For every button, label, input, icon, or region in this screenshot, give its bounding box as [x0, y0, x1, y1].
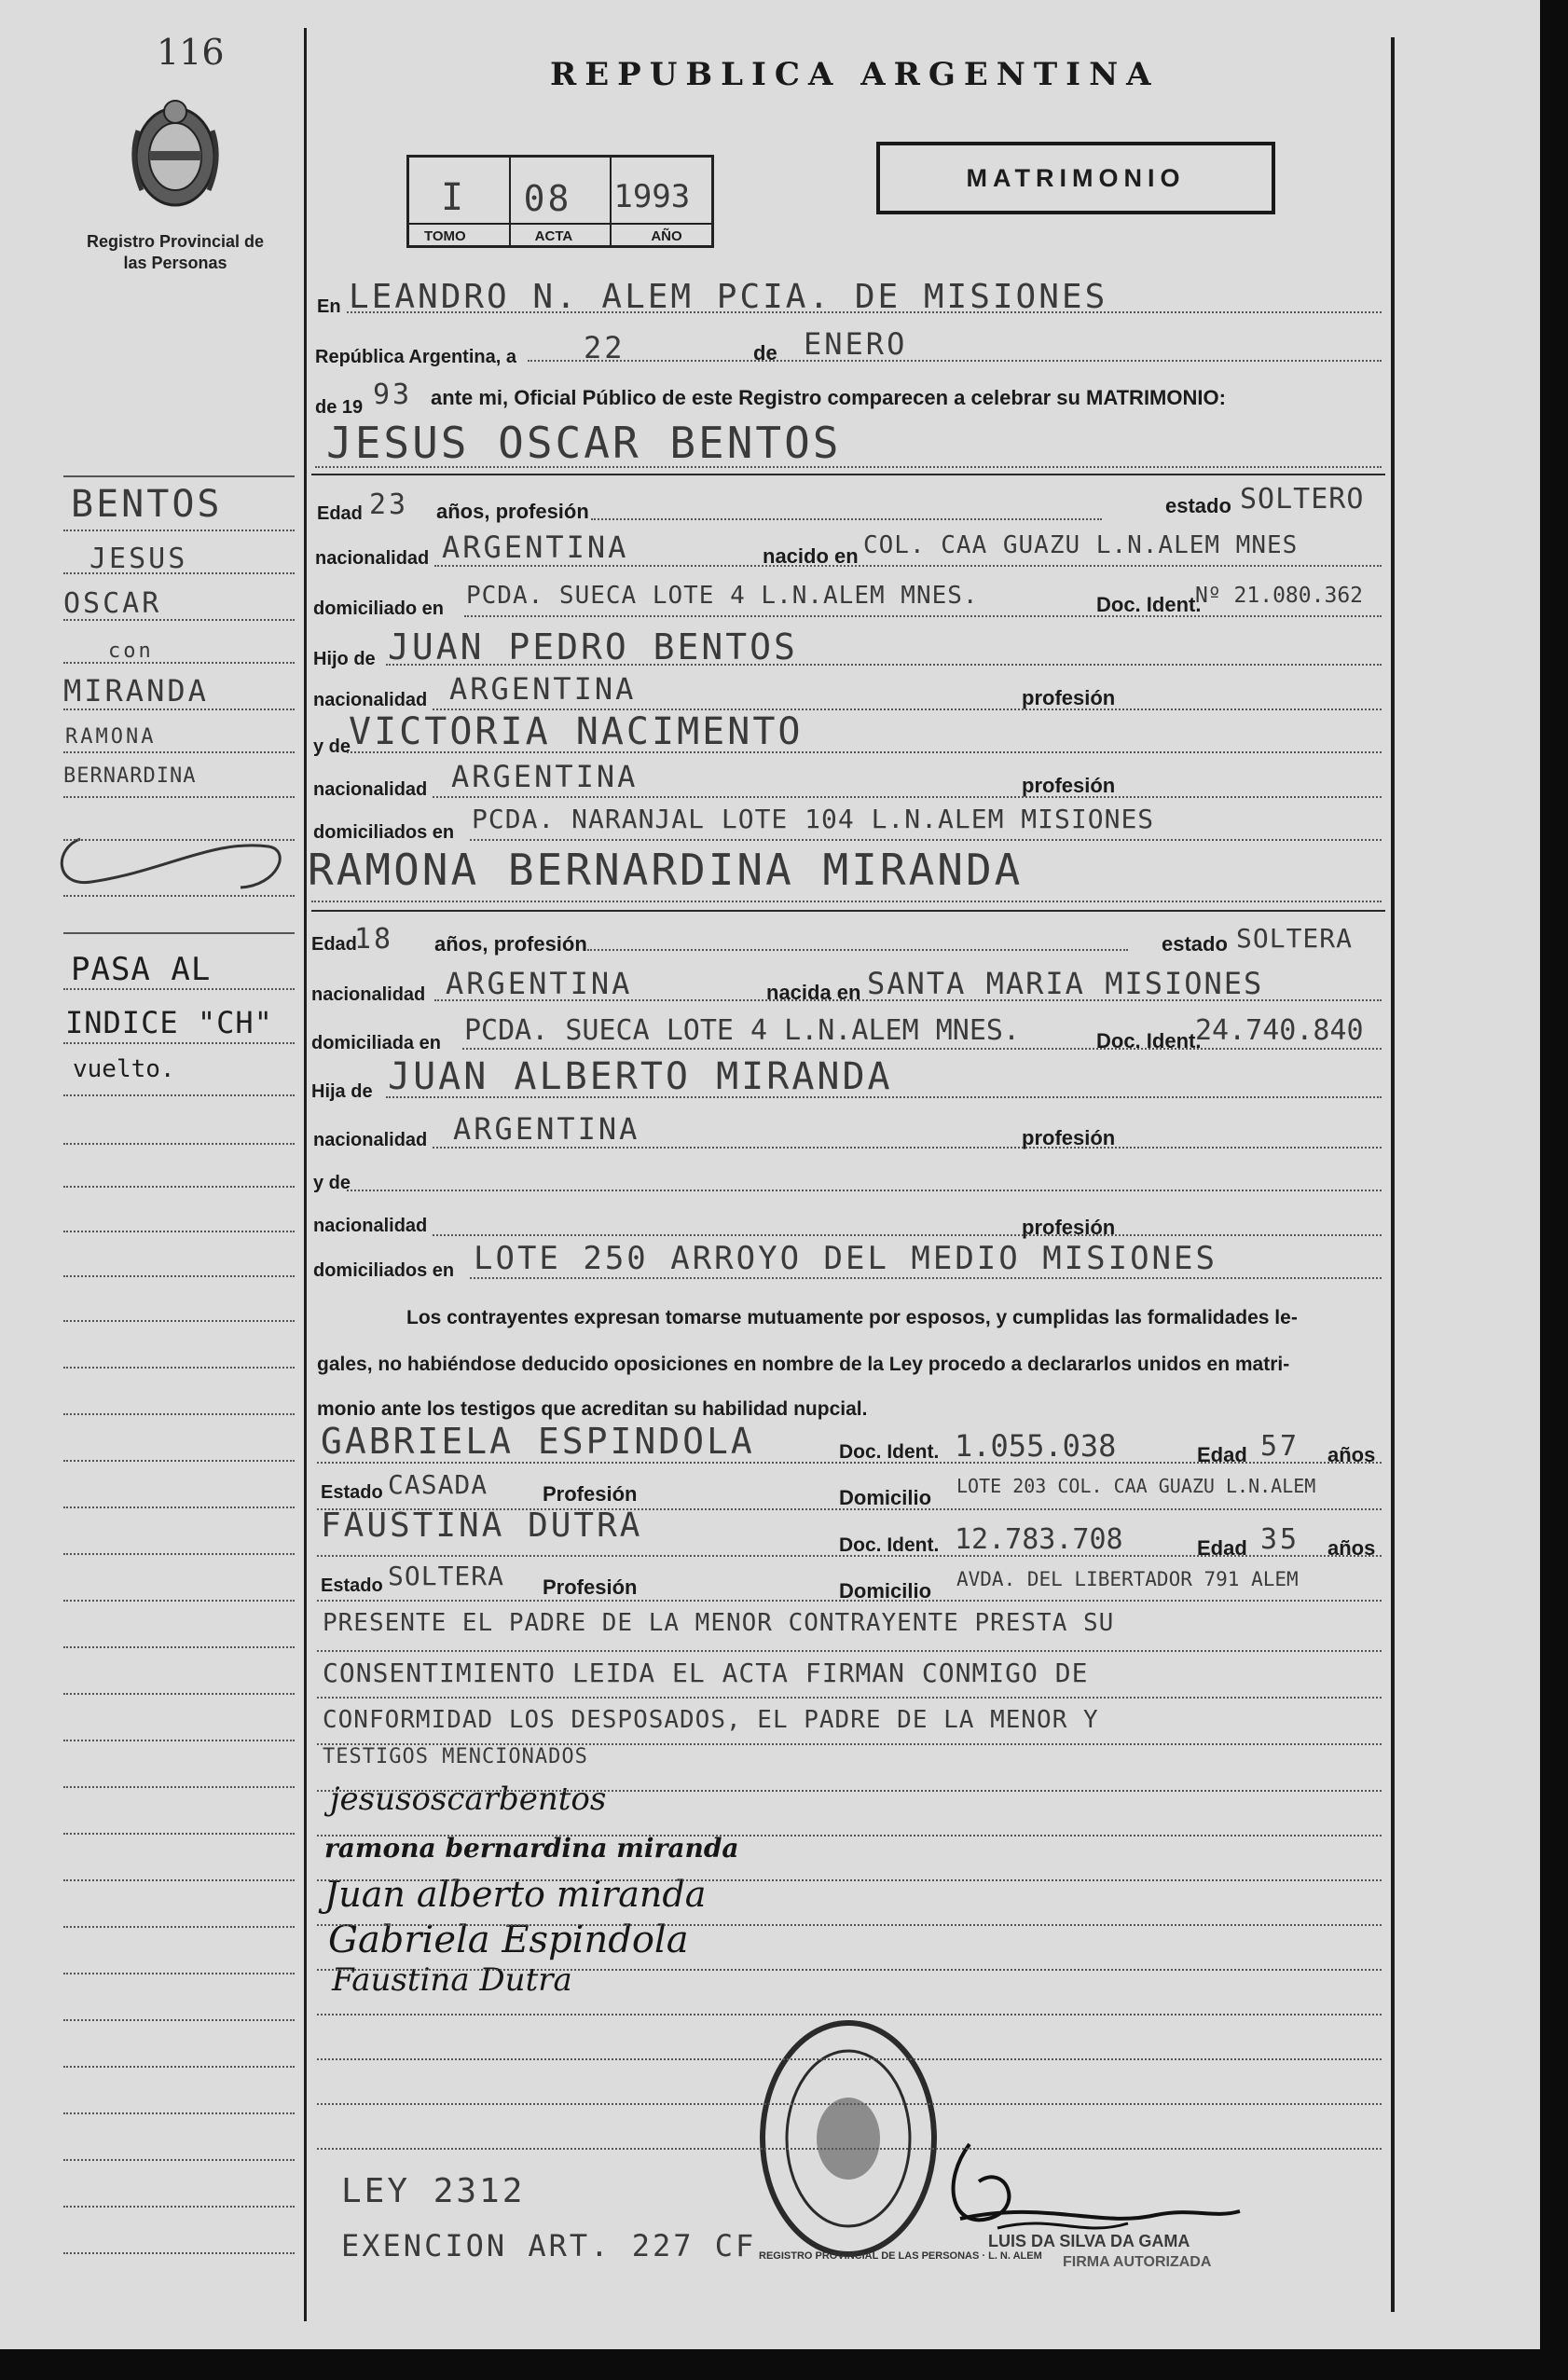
ano-label: AÑO	[651, 228, 682, 244]
groom-nacionalidad: ARGENTINA	[442, 530, 629, 565]
declaration-line-1: Los contrayentes expresan tomarse mutuamente por esposos, y cumplidas las formalidades le-	[406, 1307, 1298, 1328]
witness-1-prof-label: Profesión	[543, 1482, 638, 1506]
en-value: LEANDRO N. ALEM PCIA. DE MISIONES	[349, 278, 1108, 316]
acta-label: ACTA	[534, 228, 573, 244]
margin-line-5: MIRANDA	[63, 673, 209, 708]
de-label: de	[753, 341, 777, 365]
groom-doc: Nº 21.080.362	[1195, 584, 1364, 608]
bride-nacionalidad-label: nacionalidad	[311, 984, 426, 1005]
bride-profesion-label: años, profesión	[434, 932, 587, 956]
declaration-line-2: gales, no habiéndose deducido oposiciones en nombre de la Ley procedo a declararlos unidos en matri-	[317, 1354, 1290, 1375]
margin-line-7: BERNARDINA	[63, 764, 197, 788]
anio-value: 93	[373, 378, 413, 411]
registry-seal	[755, 2017, 1042, 2262]
signature-witness-2: Faustina Dutra	[332, 1961, 572, 1999]
registration-box	[406, 155, 714, 248]
exencion-note: EXENCION ART. 227 CF	[341, 2228, 757, 2263]
bride-madre-prof-label: profesión	[1022, 1216, 1116, 1239]
margin-line-4: con	[108, 640, 154, 663]
groom-ymadre-label: y de	[313, 736, 351, 757]
witness-2-estado-label: Estado	[321, 1575, 383, 1596]
witness-2-doc: 12.783.708	[955, 1523, 1123, 1556]
dia-value: 22	[584, 330, 626, 365]
tomo-cell	[409, 158, 511, 245]
groom-padre-prof-label: profesión	[1022, 686, 1116, 709]
note-line-2: CONSENTIMIENTO LEIDA EL ACTA FIRMAN CONMIGO DE	[323, 1658, 1089, 1688]
groom-hijo-label: Hijo de	[313, 649, 376, 669]
tomo-value: I	[441, 176, 467, 219]
witness-1-anos-label: años	[1327, 1443, 1376, 1466]
form-type: MATRIMONIO	[966, 163, 1186, 192]
officer-signature-icon	[932, 2125, 1249, 2247]
bride-nacionalidad: ARGENTINA	[446, 966, 633, 1001]
bride-padre-nac-label: nacionalidad	[313, 1130, 428, 1150]
groom-estado-label: estado	[1165, 494, 1231, 517]
bride-edad: 18	[354, 923, 394, 956]
witness-2-estado: SOLTERA	[388, 1561, 505, 1591]
witness-2-prof-label: Profesión	[543, 1575, 638, 1599]
bride-edad-label: Edad	[311, 934, 357, 955]
anio-prefix: de 19	[315, 397, 364, 418]
margin-line-3: OSCAR	[63, 587, 162, 620]
groom-nacionalidad-label: nacionalidad	[315, 548, 430, 569]
witness-1-estado: CASADA	[388, 1469, 488, 1500]
bride-estado-label: estado	[1162, 932, 1228, 956]
groom-madre-nac-label: nacionalidad	[313, 779, 428, 800]
witness-1-dom-label: Domicilio	[839, 1486, 932, 1509]
signature-groom: jesusoscarbentos	[330, 1781, 607, 1818]
note-line-1: PRESENTE EL PADRE DE LA MENOR CONTRAYENTE PRESTA SU	[323, 1609, 1115, 1637]
bride-name: RAMONA BERNARDINA MIRANDA	[308, 845, 1024, 895]
groom-padre-nacionalidad: ARGENTINA	[449, 671, 637, 707]
groom-name: JESUS OSCAR BENTOS	[326, 418, 842, 468]
margin-line-2: JESUS	[89, 543, 188, 575]
witness-1-edad-label: Edad	[1197, 1443, 1247, 1466]
groom-doc-label: Doc. Ident.	[1096, 593, 1202, 616]
witness-2-edad-label: Edad	[1197, 1536, 1247, 1560]
groom-edad: 23	[369, 488, 409, 521]
margin-line-6: RAMONA	[65, 725, 157, 749]
groom-padre-nac-label: nacionalidad	[313, 690, 428, 710]
witness-2-anos-label: años	[1327, 1536, 1376, 1560]
bride-padre-prof-label: profesión	[1022, 1126, 1116, 1149]
groom-edad-label: Edad	[317, 503, 363, 524]
witness-1-doc-label: Doc. Ident.	[839, 1441, 940, 1463]
groom-estado: SOLTERO	[1240, 483, 1365, 516]
groom-madre-prof-label: profesión	[1022, 774, 1116, 797]
witness-1-doc: 1.055.038	[955, 1428, 1117, 1464]
ley-note: LEY 2312	[341, 2172, 526, 2210]
coat-of-arms-icon	[129, 93, 222, 211]
bride-domicilio-label: domiciliada en	[311, 1033, 441, 1053]
note-line-3: CONFORMIDAD LOS DESPOSADOS, EL PADRE DE LA MENOR Y	[323, 1706, 1099, 1734]
right-border	[1391, 37, 1395, 2312]
note-line-4: TESTIGOS MENCIONADOS	[323, 1745, 588, 1768]
witness-2-name: FAUSTINA DUTRA	[321, 1506, 643, 1545]
groom-padres-domicilio: PCDA. NARANJAL LOTE 104 L.N.ALEM MISIONES	[472, 804, 1155, 834]
firma-label: FIRMA AUTORIZADA	[1063, 2254, 1212, 2270]
groom-madre: VICTORIA NACIMENTO	[349, 710, 804, 753]
registry-name: Registro Provincial de las Personas	[86, 232, 265, 272]
groom-domicilio: PCDA. SUECA LOTE 4 L.N.ALEM MNES.	[466, 582, 979, 610]
bride-ymadre-label: y de	[313, 1173, 351, 1193]
bride-hija-label: Hija de	[311, 1081, 373, 1102]
groom-madre-nacionalidad: ARGENTINA	[451, 759, 639, 794]
bride-padre-nacionalidad: ARGENTINA	[453, 1111, 640, 1147]
bride-estado: SOLTERA	[1236, 923, 1354, 954]
signature-witness-1: Gabriela Espindola	[328, 1919, 689, 1961]
margin-divider	[304, 28, 307, 2321]
witness-2-domicilio: AVDA. DEL LIBERTADOR 791 ALEM	[956, 1568, 1299, 1590]
groom-profesion-label: años, profesión	[436, 500, 589, 523]
witness-2-dom-label: Domicilio	[839, 1579, 932, 1603]
mes-value: ENERO	[804, 326, 908, 362]
margin-note-2: INDICE "CH"	[65, 1005, 273, 1040]
en-label: En	[317, 296, 341, 317]
margin-line-1: BENTOS	[71, 483, 223, 526]
margin-note-3: vuelto.	[73, 1055, 175, 1083]
groom-padre: JUAN PEDRO BENTOS	[388, 626, 798, 667]
ano-value: 1993	[613, 178, 691, 215]
declaration-line-3: monio ante los testigos que acreditan su habilidad nupcial.	[317, 1398, 868, 1420]
signature-bride-father: Juan alberto miranda	[324, 1874, 707, 1915]
groom-padres-dom-label: domiciliados en	[313, 822, 455, 843]
groom-nacido-label: nacido en	[763, 544, 859, 568]
tomo-label: TOMO	[424, 228, 466, 244]
seal-text: REGISTRO PROVINCIAL DE LAS PERSONAS · L. N. ALEM	[759, 2250, 1042, 2262]
bride-padre: JUAN ALBERTO MIRANDA	[388, 1055, 893, 1098]
country-title: REPUBLICA ARGENTINA	[550, 56, 1160, 93]
page-number: 116	[157, 32, 225, 73]
form-type-box	[876, 142, 1275, 214]
bride-doc: 24.740.840	[1195, 1014, 1364, 1047]
bride-doc-label: Doc. Ident.	[1096, 1029, 1202, 1052]
intro-statement: ante mi, Oficial Público de este Registro comparecen a celebrar su MATRIMONIO:	[431, 386, 1226, 409]
bride-nacida-label: nacida en	[766, 981, 861, 1004]
witness-1-edad: 57	[1260, 1430, 1300, 1463]
signature-stamp: LUIS DA SILVA DA GAMA	[988, 2232, 1190, 2250]
bride-madre-nac-label: nacionalidad	[313, 1216, 428, 1236]
witness-1-estado-label: Estado	[321, 1482, 383, 1503]
bride-padres-domicilio: LOTE 250 ARROYO DEL MEDIO MISIONES	[474, 1240, 1217, 1277]
ano-cell	[612, 158, 711, 245]
margin-note-1: PASA AL	[71, 951, 212, 988]
witness-2-edad: 35	[1260, 1523, 1300, 1556]
bride-domicilio: PCDA. SUECA LOTE 4 L.N.ALEM MNES.	[464, 1014, 1021, 1047]
witness-1-domicilio: LOTE 203 COL. CAA GUAZU L.N.ALEM	[956, 1475, 1316, 1497]
groom-nacido-en: COL. CAA GUAZU L.N.ALEM MNES	[863, 531, 1299, 559]
signature-bride: ramona bernardina miranda	[324, 1833, 739, 1864]
republica-label: República Argentina, a	[315, 347, 516, 367]
witness-1-name: GABRIELA ESPINDOLA	[321, 1421, 755, 1462]
bride-padres-dom-label: domiciliados en	[313, 1260, 455, 1281]
acta-cell	[511, 158, 612, 245]
bride-nacida-en: SANTA MARIA MISIONES	[867, 966, 1264, 1001]
witness-2-doc-label: Doc. Ident.	[839, 1534, 940, 1556]
acta-value: 08	[523, 178, 572, 219]
groom-domicilio-label: domiciliado en	[313, 598, 445, 619]
